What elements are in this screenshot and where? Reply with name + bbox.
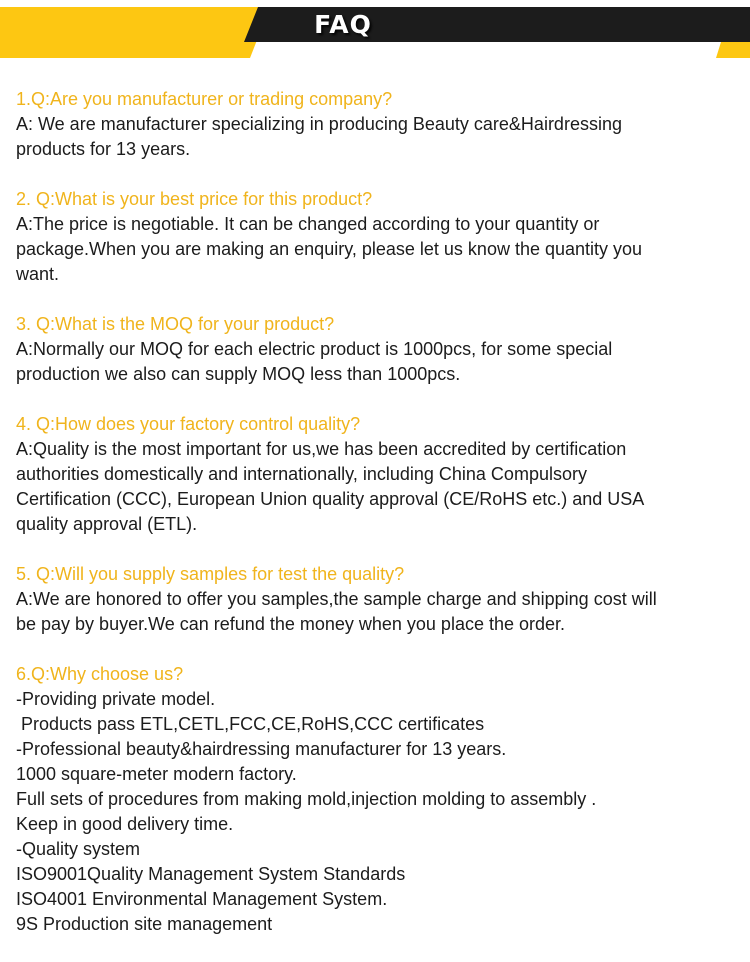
faq-answer-line: want.: [16, 264, 60, 284]
faq-answer: [16, 437, 741, 537]
faq-answer-line: be pay by buyer.We can refund the money when you place the order.: [16, 614, 566, 634]
faq-answer: [16, 687, 741, 937]
faq-answer-line: quality approval (ETL).: [16, 514, 198, 534]
faq-question: 5. Q:Will you supply samples for test the quality?: [16, 564, 405, 584]
faq-answer-line: A: We are manufacturer specializing in producing Beauty care&Hairdressing: [16, 114, 622, 134]
faq-list: [16, 87, 741, 962]
faq-answer-line: A:Normally our MOQ for each electric product is 1000pcs, for some special: [16, 339, 613, 359]
faq-answer: [16, 337, 741, 387]
faq-answer-line: 9S Production site management: [16, 914, 273, 934]
faq-answer-line: -Quality system: [16, 839, 141, 859]
faq-answer-line: ISO4001 Environmental Management System.: [16, 889, 388, 909]
faq-item: [16, 662, 741, 937]
faq-answer: [16, 587, 741, 637]
faq-answer-line: package.When you are making an enquiry, please let us know the quantity you: [16, 239, 643, 259]
faq-question: 2. Q:What is your best price for this product?: [16, 189, 373, 209]
faq-question: 6.Q:Why choose us?: [16, 664, 184, 684]
faq-answer-line: Full sets of procedures from making mold,injection molding to assembly .: [16, 789, 597, 809]
faq-banner: [0, 0, 750, 58]
faq-answer-line: A:We are honored to offer you samples,the sample charge and shipping cost will: [16, 589, 657, 609]
faq-item: [16, 412, 741, 537]
faq-question: 1.Q:Are you manufacturer or trading company?: [16, 89, 393, 109]
faq-item: [16, 87, 741, 162]
faq-answer-line: ISO9001Quality Management System Standards: [16, 864, 406, 884]
faq-item: [16, 312, 741, 387]
faq-answer-line: -Professional beauty&hairdressing manufacturer for 13 years.: [16, 739, 507, 759]
page-title: FAQ: [314, 10, 372, 39]
faq-answer-line: products for 13 years.: [16, 139, 191, 159]
faq-answer: [16, 112, 741, 162]
faq-answer-line: Products pass ETL,CETL,FCC,CE,RoHS,CCC certificates: [16, 714, 485, 734]
faq-item: [16, 187, 741, 287]
faq-answer-line: authorities domestically and internationally, including China Compulsory: [16, 464, 587, 484]
faq-item: [16, 562, 741, 637]
faq-answer-line: A:The price is negotiable. It can be changed according to your quantity or: [16, 214, 600, 234]
faq-answer: [16, 212, 741, 287]
faq-answer-line: 1000 square-meter modern factory.: [16, 764, 297, 784]
banner-yellow-corner: [716, 42, 750, 58]
faq-answer-line: Keep in good delivery time.: [16, 814, 234, 834]
faq-answer-line: -Providing private model.: [16, 689, 216, 709]
faq-answer-line: production we also can supply MOQ less than 1000pcs.: [16, 364, 461, 384]
faq-answer-line: A:Quality is the most important for us,we has been accredited by certification: [16, 439, 627, 459]
faq-question: 3. Q:What is the MOQ for your product?: [16, 314, 335, 334]
faq-question: 4. Q:How does your factory control quality?: [16, 414, 361, 434]
faq-answer-line: Certification (CCC), European Union quality approval (CE/RoHS etc.) and USA: [16, 489, 645, 509]
